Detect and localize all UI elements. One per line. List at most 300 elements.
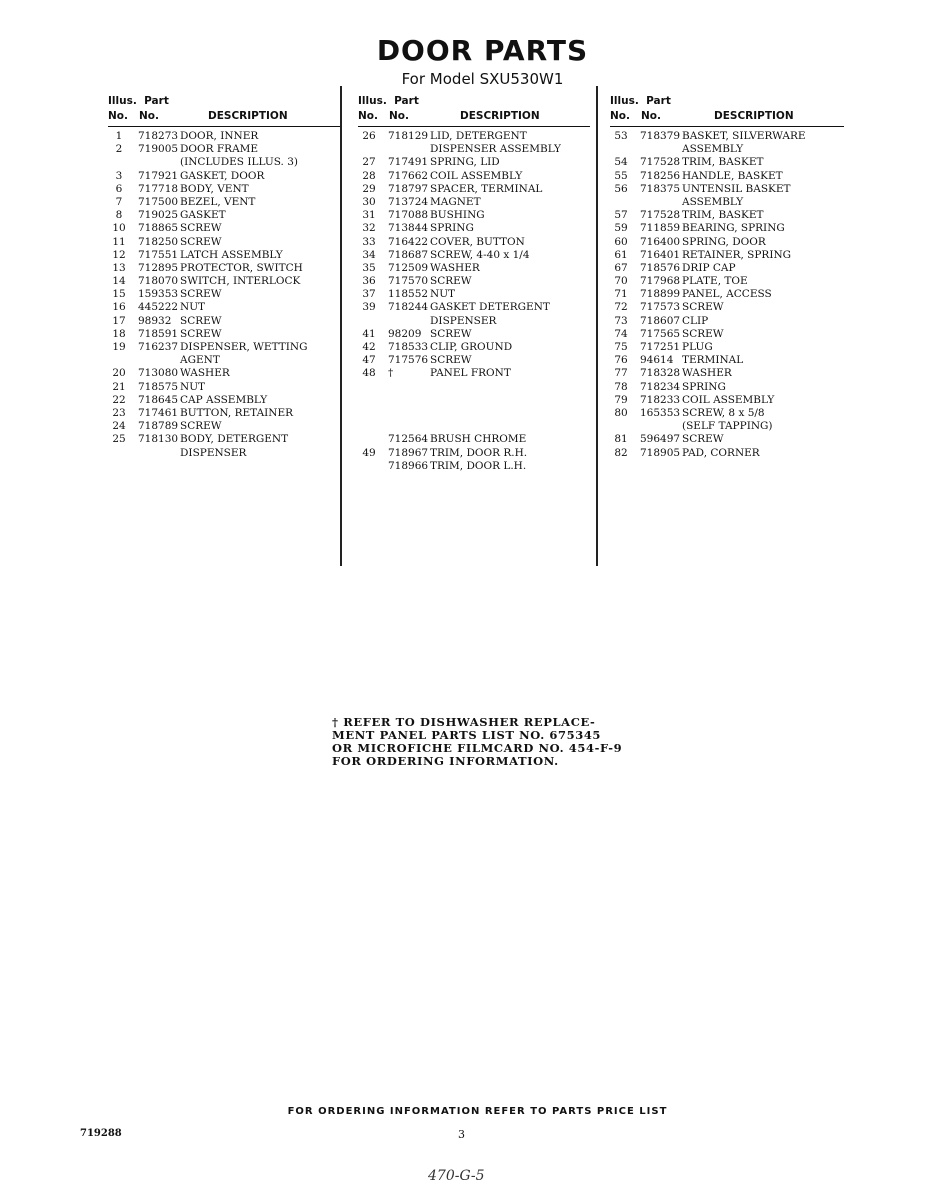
table-row [358, 460, 590, 473]
illus-number: 78 [614, 380, 628, 393]
part-description: PANEL, ACCESS [682, 288, 772, 301]
part-number: 159353 [138, 288, 179, 301]
part-number: 718591 [138, 327, 179, 340]
part-description: SCREW, 4-40 x 1/4 [430, 248, 530, 261]
part-description: NUT [180, 301, 206, 314]
part-number: 713080 [138, 367, 179, 380]
header-numbers: No. No. [358, 110, 409, 122]
table-row [358, 288, 590, 301]
illus-number: 32 [362, 222, 376, 235]
table-row [358, 262, 590, 275]
document-number: 719288 [80, 1128, 122, 1139]
table-row [108, 420, 340, 433]
part-number: 717491 [388, 156, 429, 169]
part-description: SCREW [180, 222, 222, 235]
illus-number: 47 [362, 354, 376, 367]
part-number [130, 447, 180, 460]
table-row [358, 354, 590, 367]
illus-number [358, 315, 380, 328]
illus-number: 59 [614, 222, 628, 235]
illus-number: 71 [614, 288, 628, 301]
illus-number: 25 [112, 433, 126, 446]
part-number: 713724 [388, 195, 429, 208]
illus-number: 1 [115, 130, 123, 142]
part-description: BRUSH CHROME [430, 433, 527, 446]
table-row [610, 315, 844, 328]
table-row [358, 381, 590, 394]
table-row [108, 367, 340, 380]
illus-number: 24 [112, 420, 126, 433]
table-row [108, 288, 340, 301]
table-row [610, 341, 844, 354]
part-description: LID, DETERGENT [430, 130, 527, 142]
table-row [610, 381, 844, 394]
illus-number: 82 [614, 446, 628, 459]
part-number: 713844 [388, 222, 429, 235]
part-number [380, 394, 430, 407]
illus-number: 6 [115, 182, 123, 195]
illus-number: 28 [362, 169, 376, 182]
part-description: PLATE, TOE [682, 275, 748, 288]
table-row [108, 143, 340, 156]
part-number: 718250 [138, 235, 179, 248]
part-number: 717528 [640, 209, 681, 222]
table-row [108, 328, 340, 341]
part-number: 717570 [388, 275, 429, 288]
table-row [610, 275, 844, 288]
page-number: 3 [458, 1128, 465, 1141]
table-row [610, 367, 844, 380]
table-row [610, 328, 844, 341]
illus-number [108, 354, 130, 367]
part-description: SCREW [682, 327, 724, 340]
part-description: PROTECTOR, SWITCH [180, 261, 303, 274]
part-description: DOOR, INNER [180, 130, 259, 142]
part-number: 718533 [388, 341, 429, 353]
table-row [358, 447, 590, 460]
part-number: 717573 [640, 301, 681, 314]
illus-number: 39 [362, 301, 376, 314]
part-description: BASKET, SILVERWARE [682, 130, 806, 142]
illus-number [108, 447, 130, 460]
illus-number: 30 [362, 195, 376, 208]
page-title: DOOR PARTS [376, 34, 589, 67]
illus-number: 15 [112, 288, 126, 301]
part-description: BUSHING [430, 209, 485, 222]
column-header [610, 95, 844, 127]
part-number: 717500 [138, 195, 179, 208]
illus-number: 61 [614, 248, 628, 261]
part-number [130, 354, 180, 367]
illus-number: 19 [112, 341, 126, 353]
parts-column-1 [108, 95, 340, 460]
part-description: SCREW [430, 275, 472, 288]
part-number: 717968 [640, 275, 681, 288]
part-number [380, 143, 430, 156]
illus-number [358, 143, 380, 156]
table-row [610, 420, 844, 433]
table-row [610, 170, 844, 183]
part-number: 718645 [138, 393, 179, 406]
table-row [358, 301, 590, 314]
part-description: NUT [180, 380, 206, 393]
illus-number: 41 [362, 327, 376, 340]
table-row [358, 275, 590, 288]
part-number: 719005 [138, 143, 179, 156]
table-row [108, 275, 340, 288]
header-illus-part: Illus. Part [108, 95, 169, 107]
illus-number: 80 [614, 406, 628, 419]
header-illus-part: Illus. Part [358, 95, 419, 107]
part-number: 717718 [138, 182, 179, 195]
part-number: 718379 [640, 130, 681, 142]
part-description: SCREW [180, 235, 222, 248]
part-number [130, 156, 180, 169]
page-subtitle: For Model SXU530W1 [401, 70, 564, 88]
part-number [380, 420, 430, 433]
part-number [632, 196, 682, 209]
part-number: 718967 [388, 446, 429, 459]
table-row [358, 222, 590, 235]
part-description: SWITCH, INTERLOCK [180, 275, 301, 288]
part-description [430, 394, 590, 407]
part-number: 719025 [138, 209, 179, 222]
table-row [108, 209, 340, 222]
illus-number: 79 [614, 393, 628, 406]
header-numbers: No. No. [610, 110, 661, 122]
part-number: 711859 [640, 222, 681, 235]
illus-number: 13 [112, 261, 126, 274]
part-number: 712895 [138, 261, 179, 274]
part-description: SPRING [682, 380, 726, 393]
illus-number: 12 [112, 248, 126, 261]
part-description: SCREW [180, 327, 222, 340]
illus-number: 49 [362, 446, 376, 459]
illus-number [610, 143, 632, 156]
part-number: 596497 [640, 433, 681, 446]
table-row [108, 315, 340, 328]
part-description: TRIM, DOOR L.H. [430, 459, 527, 472]
table-row [610, 301, 844, 314]
part-number: 718905 [640, 446, 681, 459]
header-description: DESCRIPTION [460, 110, 540, 122]
part-number: 718575 [138, 380, 179, 393]
part-description: MAGNET [430, 195, 481, 208]
column-divider [340, 86, 342, 566]
part-description: RETAINER, SPRING [682, 248, 792, 261]
part-number: 718966 [388, 459, 429, 472]
part-number: 718244 [388, 301, 429, 314]
part-description: NUT [430, 288, 456, 301]
part-description: SCREW [430, 354, 472, 367]
part-description: CLIP, GROUND [430, 341, 513, 353]
part-description: (INCLUDES ILLUS. 3) [180, 156, 298, 169]
table-row [610, 183, 844, 196]
part-number: 118552 [388, 288, 429, 301]
illus-number: 8 [115, 209, 123, 222]
illus-number: 67 [614, 261, 628, 274]
part-number: 718607 [640, 314, 681, 327]
table-row [358, 209, 590, 222]
illus-number: 29 [362, 182, 376, 195]
illus-number: 73 [614, 314, 628, 327]
part-description: COIL ASSEMBLY [430, 169, 523, 182]
illus-number: 77 [614, 367, 628, 380]
part-number: 718328 [640, 367, 681, 380]
part-description: SCREW [180, 288, 222, 301]
illus-number [108, 156, 130, 169]
part-description: PAD, CORNER [682, 446, 760, 459]
table-row [358, 170, 590, 183]
illus-number: 42 [362, 341, 376, 353]
illus-number: 31 [362, 209, 376, 222]
note-line: FOR ORDERING INFORMATION. [332, 754, 559, 768]
table-row [108, 381, 340, 394]
part-number: 717576 [388, 354, 429, 367]
part-description [430, 407, 590, 420]
illus-number: 76 [614, 354, 628, 367]
part-description: COIL ASSEMBLY [682, 393, 775, 406]
table-row [610, 262, 844, 275]
illus-number: 22 [112, 393, 126, 406]
illus-number: 81 [614, 433, 628, 446]
part-description: SCREW [682, 301, 724, 314]
illus-number: 20 [112, 367, 126, 380]
part-description: SPRING, LID [430, 156, 500, 169]
parts-column-2 [358, 95, 590, 473]
table-row [358, 143, 590, 156]
note-line: † REFER TO DISHWASHER REPLACE- [332, 715, 596, 729]
part-number: 718130 [138, 433, 179, 446]
part-number: 717461 [138, 406, 179, 419]
part-number [380, 315, 430, 328]
illus-number: 57 [614, 209, 628, 222]
table-row [610, 447, 844, 460]
illus-number: 3 [115, 169, 123, 182]
part-description: SCREW, 8 x 5/8 [682, 406, 765, 419]
table-row [610, 156, 844, 169]
header-numbers: No. No. [108, 110, 159, 122]
table-row [358, 394, 590, 407]
part-description: DISPENSER [430, 314, 497, 327]
part-number: 716400 [640, 235, 681, 248]
illus-number: 72 [614, 301, 628, 314]
illus-number: 48 [362, 367, 376, 380]
part-number: 717551 [138, 248, 179, 261]
part-description: GASKET, DOOR [180, 169, 265, 182]
part-description: DISPENSER [180, 446, 247, 459]
note-line: MENT PANEL PARTS LIST NO. 675345 [332, 728, 602, 742]
table-row [610, 433, 844, 446]
part-description: SCREW [682, 433, 724, 446]
part-description: ASSEMBLY [682, 143, 744, 156]
part-description: BODY, DETERGENT [180, 433, 289, 446]
part-description: WASHER [682, 367, 732, 380]
illus-number: 53 [614, 130, 628, 142]
parts-column-3 [610, 95, 844, 460]
table-row [358, 196, 590, 209]
part-description: HANDLE, BASKET [682, 169, 783, 182]
part-description: GASKET [180, 209, 226, 222]
parts-rows [108, 130, 340, 460]
ordering-footer: FOR ORDERING INFORMATION REFER TO PARTS PRICE LIST [287, 1106, 668, 1117]
part-number: 718233 [640, 393, 681, 406]
part-number [632, 420, 682, 433]
illus-number [610, 420, 632, 433]
illus-number: 14 [112, 275, 126, 288]
table-row [610, 222, 844, 235]
part-number: 712564 [388, 433, 429, 446]
table-row [610, 249, 844, 262]
parts-rows [610, 130, 844, 460]
table-row [358, 249, 590, 262]
illus-number [358, 460, 380, 473]
table-row [108, 354, 340, 367]
part-number: 718129 [388, 130, 429, 142]
table-row [358, 315, 590, 328]
table-row [610, 143, 844, 156]
table-row [358, 407, 590, 420]
part-description: TRIM, BASKET [682, 156, 764, 169]
part-number: 165353 [640, 406, 681, 419]
part-description: SPACER, TERMINAL [430, 182, 543, 195]
table-row [108, 183, 340, 196]
table-row [358, 433, 590, 446]
table-row [358, 367, 590, 380]
table-row [108, 447, 340, 460]
illus-number: 27 [362, 156, 376, 169]
parts-rows [358, 130, 590, 473]
part-description: SPRING, DOOR [682, 235, 766, 248]
part-description: UNTENSIL BASKET [682, 182, 791, 195]
illus-number [358, 381, 380, 394]
illus-number: 18 [112, 327, 126, 340]
part-number: 718789 [138, 420, 179, 433]
part-description: SCREW [430, 327, 472, 340]
illus-number [358, 407, 380, 420]
illus-number: 26 [362, 130, 376, 142]
illus-number: 74 [614, 327, 628, 340]
handwritten-note: 470-G-5 [428, 1168, 485, 1184]
part-number: 718865 [138, 222, 179, 235]
part-number: 718070 [138, 275, 179, 288]
column-header [108, 95, 340, 127]
table-row [610, 394, 844, 407]
part-number: 718576 [640, 261, 681, 274]
illus-number: 10 [112, 222, 126, 235]
part-number: 717921 [138, 169, 179, 182]
table-row [358, 341, 590, 354]
table-row [108, 262, 340, 275]
part-description [430, 381, 590, 394]
part-number: 716422 [388, 235, 429, 248]
part-number: 716401 [640, 248, 681, 261]
part-description: PLUG [682, 341, 713, 353]
part-description: LATCH ASSEMBLY [180, 248, 283, 261]
part-number: 718797 [388, 182, 429, 195]
illus-number: 33 [362, 235, 376, 248]
part-description: WASHER [430, 261, 480, 274]
part-number: 717565 [640, 327, 681, 340]
part-description: SPRING [430, 222, 474, 235]
part-description: COVER, BUTTON [430, 235, 525, 248]
part-description: (SELF TAPPING) [682, 420, 773, 433]
part-number: 717528 [640, 156, 681, 169]
part-number: 717662 [388, 169, 429, 182]
part-description: GASKET DETERGENT [430, 301, 550, 314]
table-row [610, 236, 844, 249]
illus-number: 11 [112, 235, 126, 248]
illus-number [358, 420, 380, 433]
part-description: DRIP CAP [682, 261, 736, 274]
illus-number: 70 [614, 275, 628, 288]
table-row [358, 130, 590, 143]
illus-number: 56 [614, 182, 628, 195]
part-number: 445222 [138, 301, 179, 314]
part-description: PANEL FRONT [430, 367, 511, 380]
part-number: 712509 [388, 261, 429, 274]
part-description: TRIM, BASKET [682, 209, 764, 222]
replacement-panel-note [332, 716, 622, 768]
illus-number: 37 [362, 288, 376, 301]
illus-number: 16 [112, 301, 126, 314]
illus-number: 21 [112, 380, 126, 393]
table-row [358, 156, 590, 169]
part-description: DOOR FRAME [180, 143, 259, 156]
part-description: BODY, VENT [180, 182, 249, 195]
illus-number: 75 [614, 341, 628, 353]
header-description: DESCRIPTION [208, 110, 288, 122]
table-row [358, 420, 590, 433]
table-row [108, 130, 340, 143]
illus-number: 54 [614, 156, 628, 169]
part-description: DISPENSER ASSEMBLY [430, 143, 561, 156]
illus-number: 7 [115, 195, 123, 208]
table-row [108, 433, 340, 446]
table-row [610, 407, 844, 420]
table-row [108, 170, 340, 183]
header-description: DESCRIPTION [714, 110, 794, 122]
table-row [610, 354, 844, 367]
part-number: 718273 [138, 130, 179, 142]
part-number: 718899 [640, 288, 681, 301]
part-description: WASHER [180, 367, 230, 380]
part-description: BEZEL, VENT [180, 195, 256, 208]
part-number: 94614 [640, 354, 674, 367]
table-row [358, 183, 590, 196]
illus-number [358, 394, 380, 407]
table-row [108, 249, 340, 262]
part-number: 98932 [138, 314, 172, 327]
part-description: TERMINAL [682, 354, 744, 367]
part-number: 718256 [640, 169, 681, 182]
part-number: 98209 [388, 327, 422, 340]
illus-number [358, 433, 380, 446]
illus-number: 55 [614, 169, 628, 182]
part-description: DISPENSER, WETTING [180, 341, 308, 353]
illus-number [610, 196, 632, 209]
table-row [358, 236, 590, 249]
part-description: CAP ASSEMBLY [180, 393, 268, 406]
note-line: OR MICROFICHE FILMCARD NO. 454-F-9 [332, 741, 623, 755]
illus-number: 60 [614, 235, 628, 248]
part-number: 717251 [640, 341, 681, 353]
part-description: ASSEMBLY [682, 195, 744, 208]
part-description: TRIM, DOOR R.H. [430, 446, 528, 459]
part-number: 718234 [640, 380, 681, 393]
table-row [358, 328, 590, 341]
part-number [632, 143, 682, 156]
